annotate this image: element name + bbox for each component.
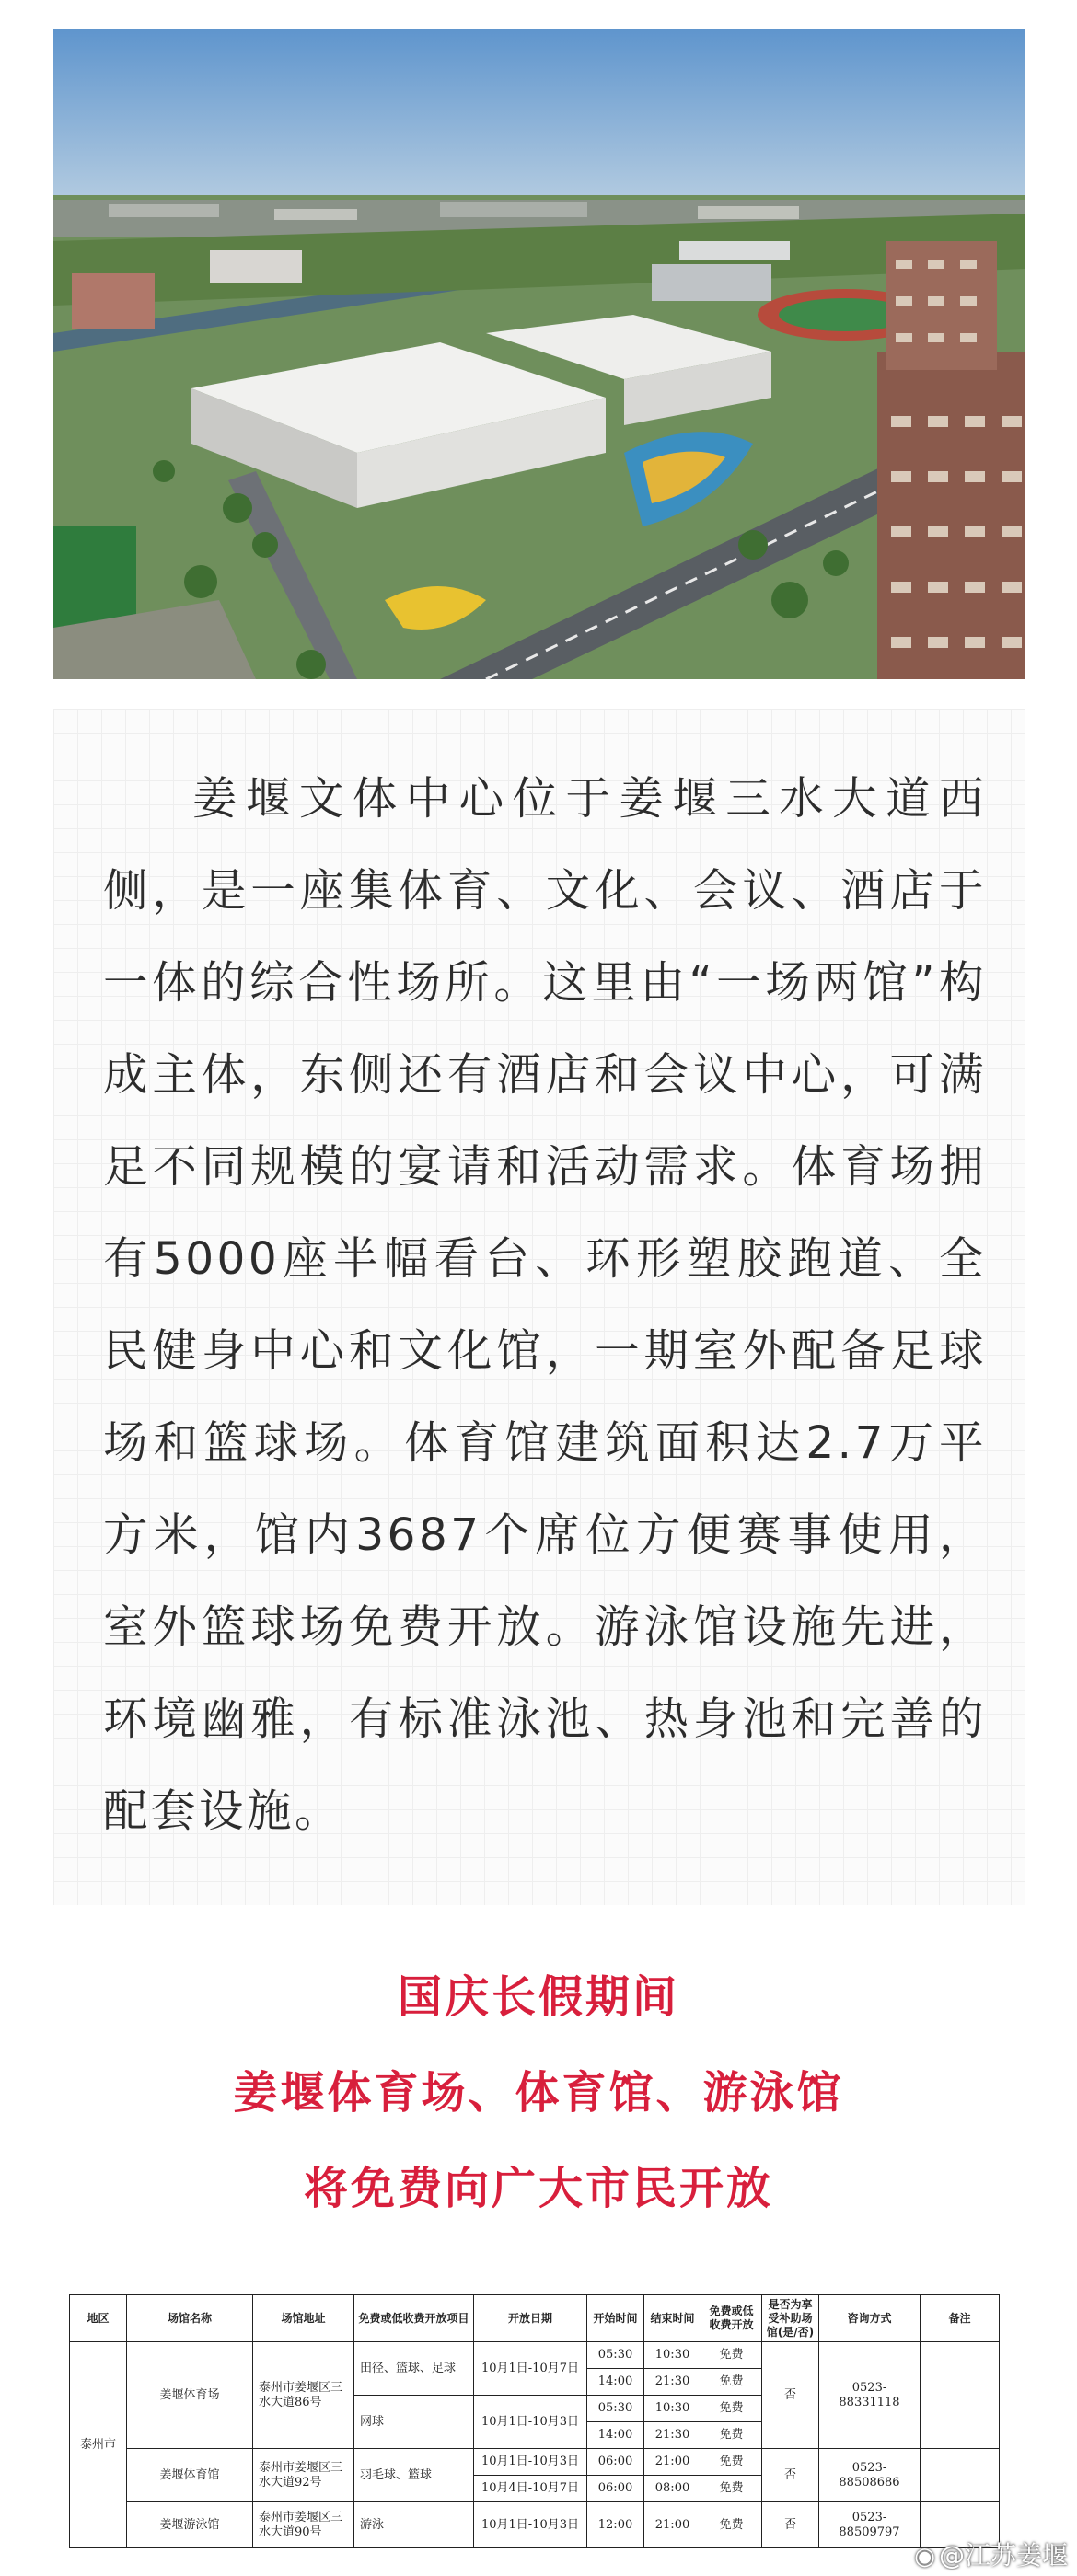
start-cell: 06:00 bbox=[587, 2449, 644, 2476]
intro-card bbox=[53, 709, 1025, 1905]
item-cell: 田径、篮球、足球 bbox=[354, 2342, 474, 2396]
venue-name-cell: 姜堰体育馆 bbox=[127, 2449, 253, 2502]
end-cell: 21:30 bbox=[644, 2369, 701, 2396]
headline-line-3: 将免费向广大市民开放 bbox=[303, 2163, 773, 2214]
start-cell: 05:30 bbox=[587, 2396, 644, 2422]
free-cell: 免费 bbox=[701, 2369, 762, 2396]
headline-line-2: 姜堰体育场、体育馆、游泳馆 bbox=[233, 2067, 844, 2119]
start-cell: 05:30 bbox=[587, 2342, 644, 2369]
header-start: 开始时间 bbox=[587, 2295, 644, 2342]
contact-cell: 0523-88331118 bbox=[819, 2342, 921, 2449]
remark-cell bbox=[921, 2449, 1000, 2502]
intro-paragraph: 姜堰文体中心位于姜堰三水大道西侧，是一座集体育、文化、会议、酒店于一体的综合性场所。这里由“一场两馆”构成主体，东侧还有酒店和会议中心，可满足不同规模的宴请和活动需求。体育场拥有5000座半幅看台、环形塑胶跑道、全民健身中心和文化馆，一期室外配备足球场和篮球场。体育馆建筑面积达2.7万平方米，馆内3687个席位方便赛事使用，室外篮球场免费开放。游泳馆设施先进，环境幽雅，有标准泳池、热身池和完善的配套设施。 bbox=[103, 773, 987, 1837]
dates-cell: 10月1日-10月3日 bbox=[474, 2396, 587, 2449]
table-row bbox=[70, 2449, 1000, 2476]
end-cell: 10:30 bbox=[644, 2396, 701, 2422]
item-cell: 羽毛球、篮球 bbox=[354, 2449, 474, 2502]
start-cell: 14:00 bbox=[587, 2422, 644, 2449]
start-cell: 14:00 bbox=[587, 2369, 644, 2396]
dates-cell: 10月1日-10月3日 bbox=[474, 2502, 587, 2548]
header-address: 场馆地址 bbox=[253, 2295, 354, 2342]
header-venue: 场馆名称 bbox=[127, 2295, 253, 2342]
venue-address-cell: 泰州市姜堰区三水大道86号 bbox=[253, 2342, 354, 2449]
weibo-icon: ◉ bbox=[914, 2543, 935, 2570]
end-cell: 10:30 bbox=[644, 2342, 701, 2369]
header-remark: 备注 bbox=[921, 2295, 1000, 2342]
watermark-text: @江苏姜堰 bbox=[938, 2540, 1068, 2570]
region-cell: 泰州市 bbox=[70, 2342, 127, 2548]
dates-cell: 10月1日-10月3日 bbox=[474, 2449, 587, 2476]
end-cell: 21:00 bbox=[644, 2502, 701, 2548]
venue-name-cell: 姜堰体育场 bbox=[127, 2342, 253, 2449]
watermark bbox=[914, 2536, 1068, 2572]
header-end: 结束时间 bbox=[644, 2295, 701, 2342]
end-cell: 21:30 bbox=[644, 2422, 701, 2449]
free-cell: 免费 bbox=[701, 2502, 762, 2548]
header-contact: 咨询方式 bbox=[819, 2295, 921, 2342]
header-dates: 开放日期 bbox=[474, 2295, 587, 2342]
table-header-row bbox=[70, 2295, 1000, 2342]
end-cell: 21:00 bbox=[644, 2449, 701, 2476]
header-subsidy: 是否为享受补助场馆(是/否) bbox=[762, 2295, 819, 2342]
contact-cell: 0523-88509797 bbox=[819, 2502, 921, 2548]
header-items: 免费或低收费开放项目 bbox=[354, 2295, 474, 2342]
item-cell: 游泳 bbox=[354, 2502, 474, 2548]
schedule-table bbox=[69, 2294, 1000, 2548]
aerial-photo bbox=[53, 29, 1025, 679]
dates-cell: 10月4日-10月7日 bbox=[474, 2476, 587, 2502]
schedule-table-wrap bbox=[69, 2294, 999, 2548]
header-free: 免费或低收费开放 bbox=[701, 2295, 762, 2342]
headline bbox=[0, 1949, 1077, 2236]
table-row bbox=[70, 2342, 1000, 2369]
start-cell: 12:00 bbox=[587, 2502, 644, 2548]
venue-address-cell: 泰州市姜堰区三水大道90号 bbox=[253, 2502, 354, 2548]
end-cell: 08:00 bbox=[644, 2476, 701, 2502]
subsidy-cell: 否 bbox=[762, 2342, 819, 2449]
free-cell: 免费 bbox=[701, 2476, 762, 2502]
start-cell: 06:00 bbox=[587, 2476, 644, 2502]
headline-line-1: 国庆长假期间 bbox=[397, 1971, 679, 2023]
free-cell: 免费 bbox=[701, 2449, 762, 2476]
free-cell: 免费 bbox=[701, 2422, 762, 2449]
venue-address-cell: 泰州市姜堰区三水大道92号 bbox=[253, 2449, 354, 2502]
table-row bbox=[70, 2502, 1000, 2548]
venue-name-cell: 姜堰游泳馆 bbox=[127, 2502, 253, 2548]
free-cell: 免费 bbox=[701, 2396, 762, 2422]
remark-cell bbox=[921, 2342, 1000, 2449]
free-cell: 免费 bbox=[701, 2342, 762, 2369]
subsidy-cell: 否 bbox=[762, 2449, 819, 2502]
contact-cell: 0523-88508686 bbox=[819, 2449, 921, 2502]
dates-cell: 10月1日-10月7日 bbox=[474, 2342, 587, 2396]
subsidy-cell: 否 bbox=[762, 2502, 819, 2548]
item-cell: 网球 bbox=[354, 2396, 474, 2449]
header-region: 地区 bbox=[70, 2295, 127, 2342]
